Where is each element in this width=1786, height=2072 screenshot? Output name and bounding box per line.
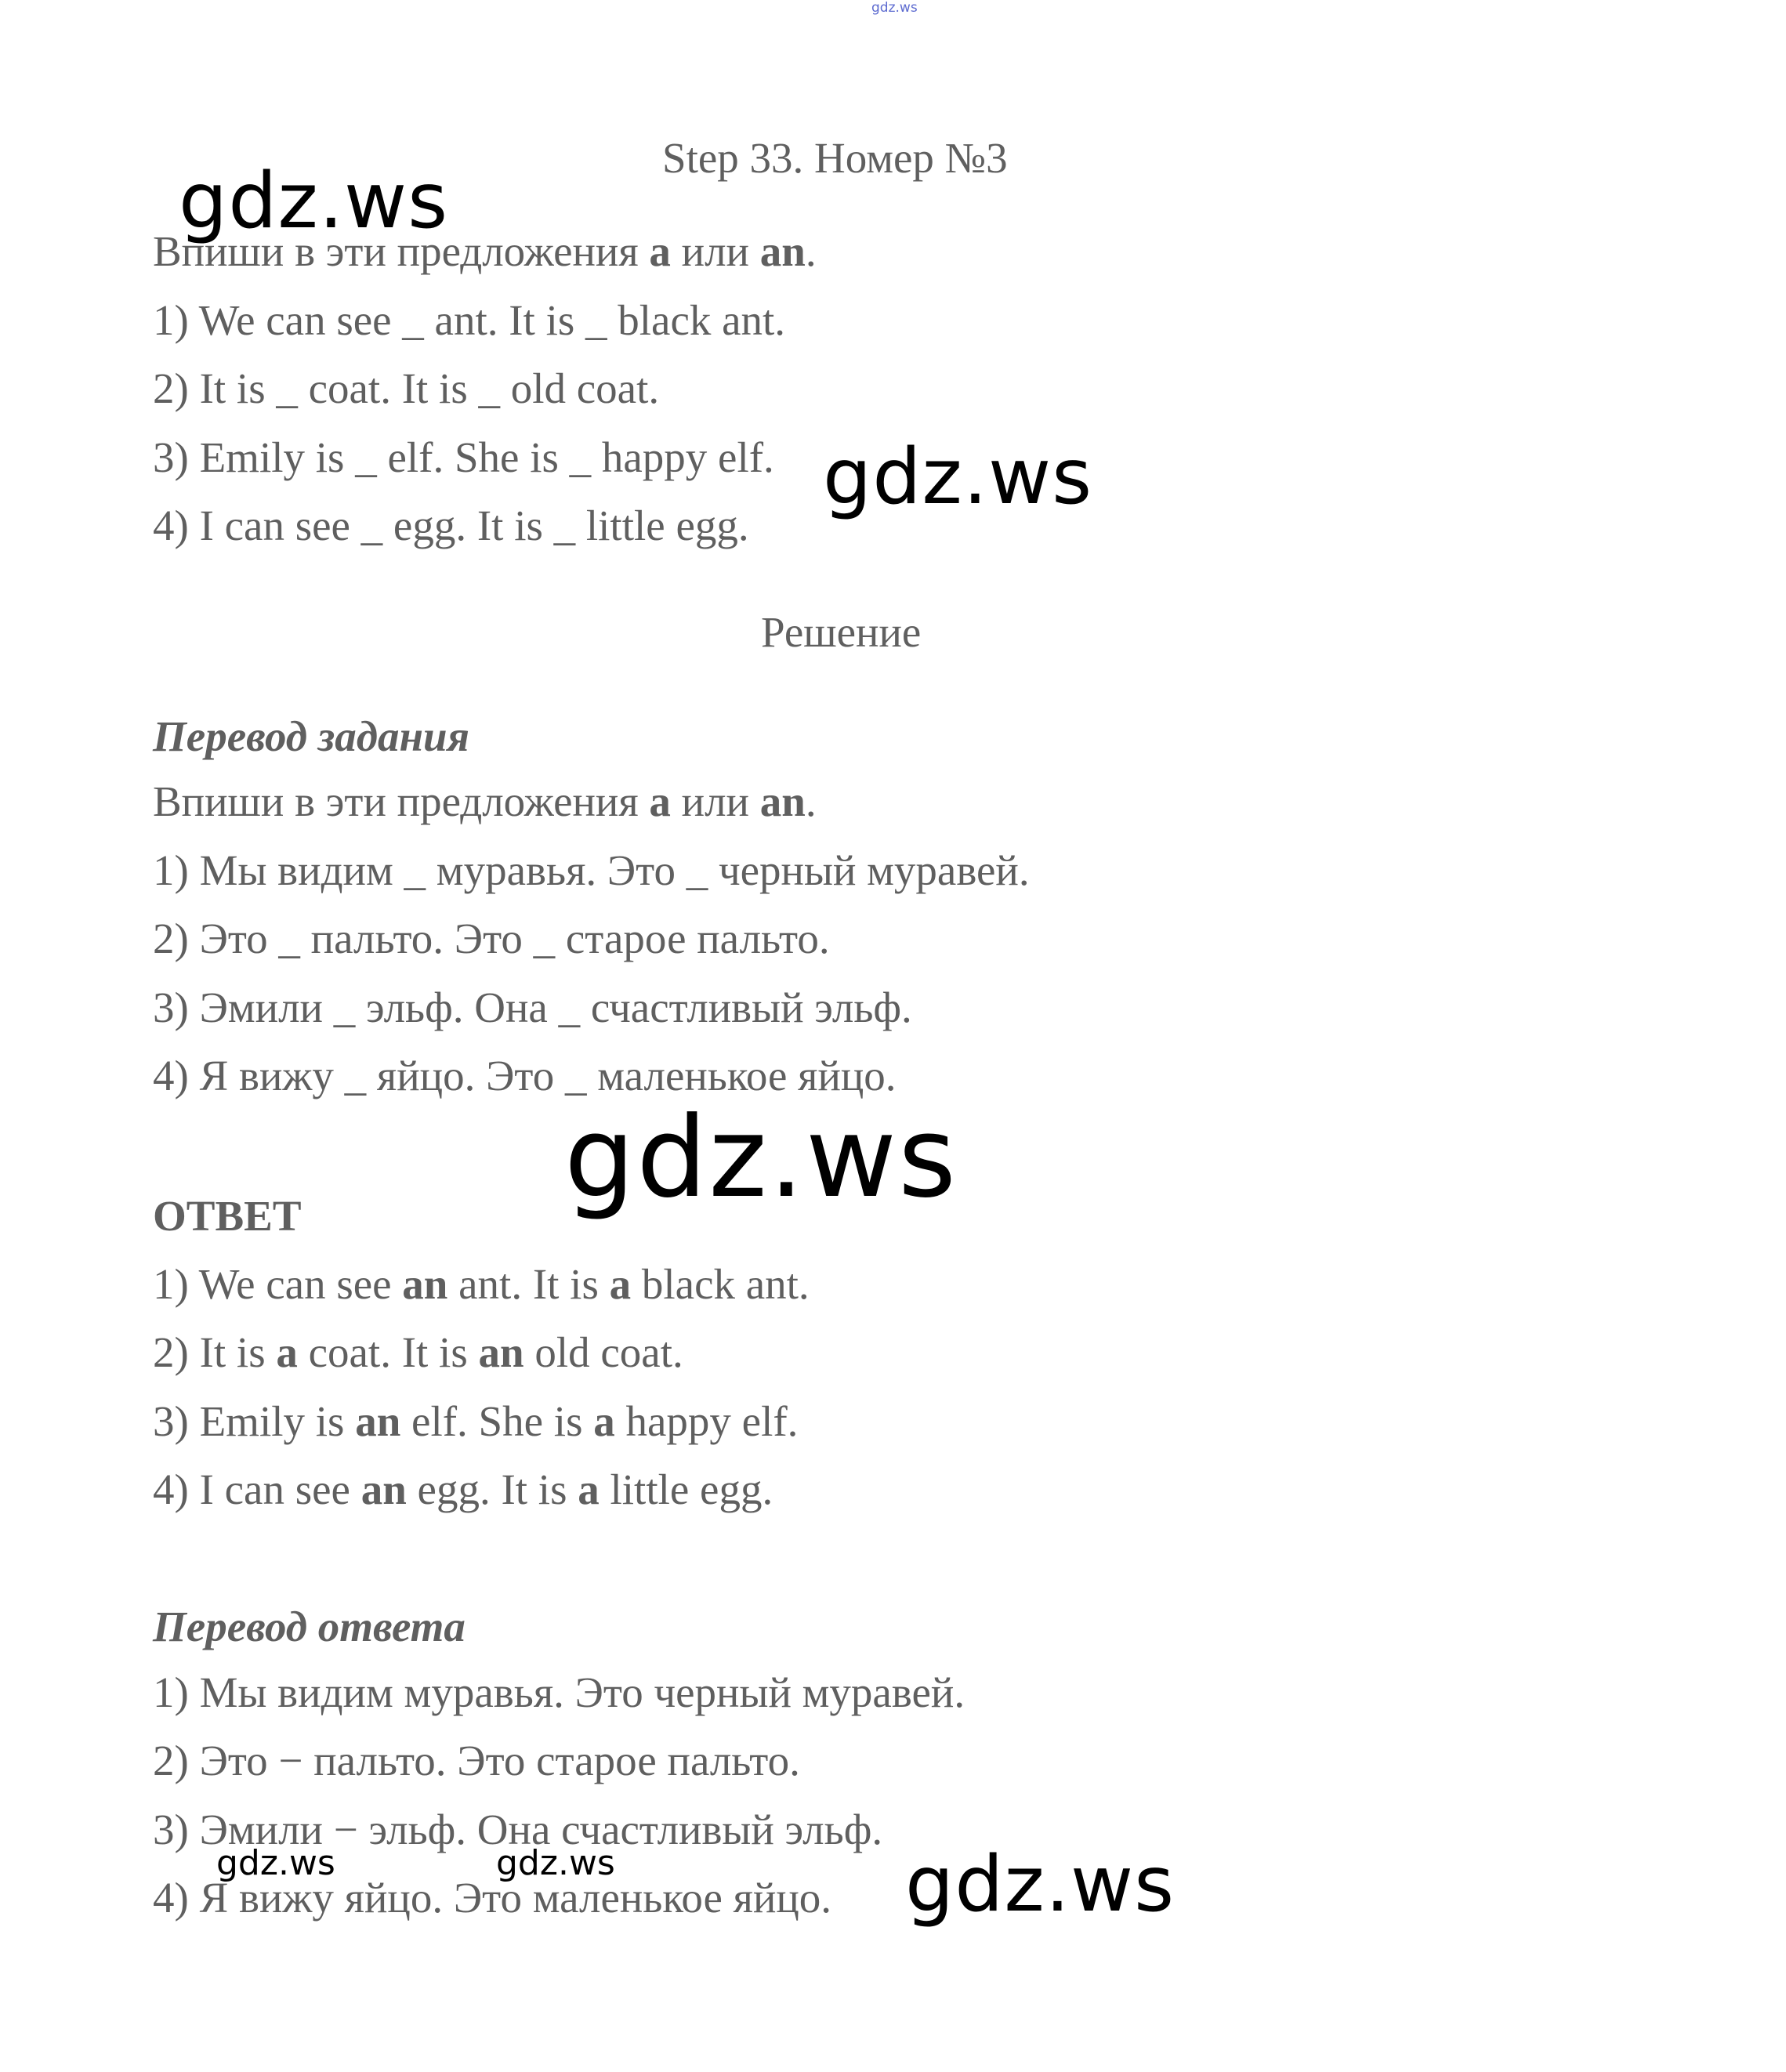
text-run: elf. She is	[400, 1397, 594, 1445]
task-line: 3) Emily is _ elf. She is _ happy elf.	[153, 433, 774, 481]
translation-answer-heading: Перевод ответа	[153, 1603, 466, 1650]
watermark: gdz.ws	[179, 157, 449, 246]
page-title: Step 33. Номер №3	[662, 134, 1008, 182]
bold-article: an	[360, 1465, 407, 1513]
translation-task-line: 1) Мы видим _ муравья. Это _ черный муравей.	[153, 846, 1030, 894]
text-run: old coat.	[523, 1328, 683, 1376]
translation-answer-line: 4) Я вижу яйцо. Это маленькое яйцо.	[153, 1874, 832, 1922]
translation-task-instruction	[153, 777, 817, 825]
text-run: ant. It is	[447, 1260, 610, 1308]
watermark: gdz.ws	[496, 1843, 615, 1883]
translation-answer-line: 2) Это − пальто. Это старое пальто.	[153, 1737, 800, 1784]
text-run: black ant.	[631, 1260, 810, 1308]
bold-article: an	[759, 777, 806, 825]
bold-article: a	[609, 1260, 632, 1308]
text-run: coat. It is	[297, 1328, 479, 1376]
translation-task-line: 2) Это _ пальто. Это _ старое пальто.	[153, 915, 830, 962]
answer-line	[153, 1465, 773, 1513]
text-run: 2) It is	[153, 1328, 277, 1376]
text-run: egg. It is	[406, 1465, 578, 1513]
text-run: happy elf.	[614, 1397, 799, 1445]
task-line: 2) It is _ coat. It is _ old coat.	[153, 364, 660, 412]
text-run: Впиши в эти предложения	[153, 227, 650, 275]
text-run: 4) I can see	[153, 1465, 361, 1513]
bold-article: an	[402, 1260, 448, 1308]
bold-article: an	[759, 227, 806, 275]
bold-article: a	[593, 1397, 615, 1445]
answer-line	[153, 1262, 810, 1306]
translation-answer-line: 1) Мы видим муравья. Это черный муравей.	[153, 1668, 965, 1716]
answer-line	[153, 1328, 683, 1376]
answer-line	[153, 1397, 799, 1445]
task-line: 1) We can see _ ant. It is _ black ant.	[153, 296, 786, 344]
bold-article: a	[578, 1465, 600, 1513]
translation-task-heading: Перевод задания	[153, 712, 469, 760]
bold-article: a	[276, 1328, 298, 1376]
text-run: little egg.	[599, 1465, 773, 1513]
bold-article: an	[355, 1397, 401, 1445]
bold-article: an	[478, 1328, 524, 1376]
bold-article: a	[649, 777, 671, 825]
watermark: gdz.ws	[216, 1843, 335, 1883]
answer-heading: ОТВЕТ	[153, 1192, 302, 1240]
bold-article: a	[649, 227, 671, 275]
text-run: Впиши в эти предложения	[153, 777, 650, 825]
solution-heading: Решение	[761, 608, 922, 656]
text-run: или	[670, 777, 760, 825]
text-run: 3) Emily is	[153, 1397, 356, 1445]
translation-answer-line: 3) Эмили − эльф. Она счастливый эльф.	[153, 1806, 883, 1853]
text-run: или	[670, 227, 760, 275]
watermark: gdz.ws	[905, 1840, 1176, 1929]
watermark: gdz.ws	[564, 1093, 958, 1223]
text-run: .	[805, 227, 817, 275]
translation-task-line: 4) Я вижу _ яйцо. Это _ маленькое яйцо.	[153, 1052, 897, 1099]
top-watermark: gdz.ws	[871, 0, 918, 16]
text-run: 1) We can see	[153, 1260, 403, 1308]
translation-task-line: 3) Эмили _ эльф. Она _ счастливый эльф.	[153, 983, 912, 1031]
watermark: gdz.ws	[823, 433, 1093, 522]
text-run: .	[805, 777, 817, 825]
task-line: 4) I can see _ egg. It is _ little egg.	[153, 502, 749, 549]
